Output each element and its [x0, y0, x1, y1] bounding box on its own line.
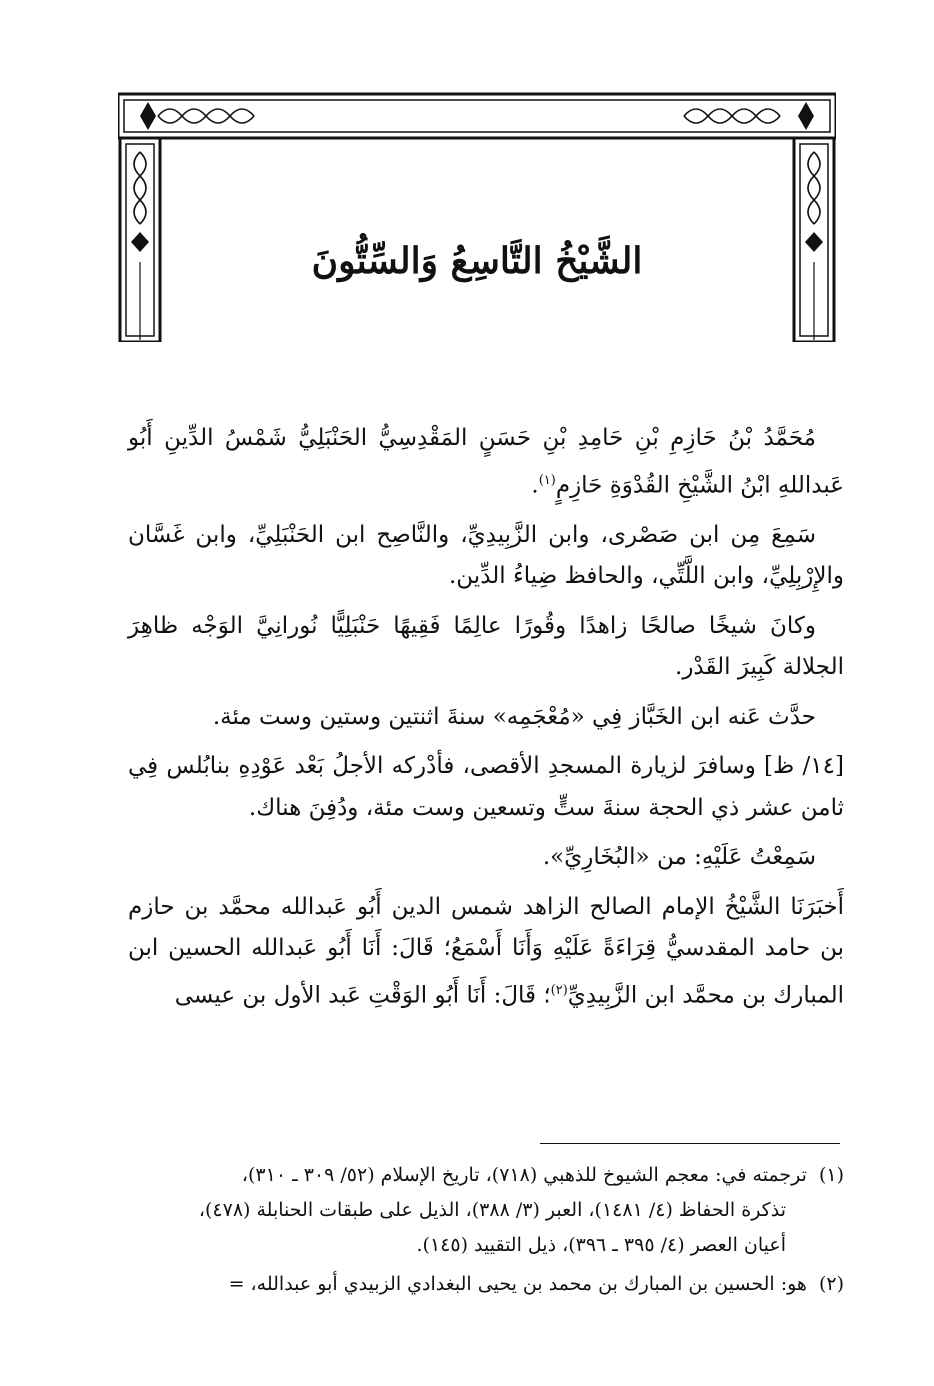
biography-text: مُحَمَّدُ بْنُ حَازِمِ بْنِ حَامِدِ بْنِ حَسَنٍ المَقْدِسِيُّ الحَنْبَلِيُّ شَمْسُ الدِّينِ أَبُو عَبداللهِ ابْنُ الشَّيْخِ القُدْوَةِ حَازِمٍ	[128, 425, 844, 499]
narration-paragraph: حدَّث عَنه ابن الخَبَّاز فِي «مُعْجَمِه» سنةَ اثنتين وستين وست مئة.	[212, 703, 816, 730]
footnote-divider	[540, 1143, 840, 1144]
ornamental-header-frame	[118, 92, 836, 342]
biography-end: .	[531, 472, 539, 499]
heard-paragraph: سَمِعْتُ عَلَيْهِ: من «البُخَارِيِّ».	[542, 844, 816, 871]
footnote-1	[128, 1158, 844, 1263]
isnad-paragraph	[128, 887, 844, 1017]
biography-paragraph	[128, 418, 844, 507]
isnad-text-end: ؛ قَالَ: أَنَا أَبُو الوَقْتِ عَبد الأول بن عيسى	[174, 982, 551, 1009]
page-title: الشَّيْخُ التَّاسِعُ وَالسِّتُّونَ	[311, 240, 643, 282]
footnote-ref-2: (٢)	[550, 982, 568, 998]
ornamental-border-icon	[118, 92, 836, 342]
footnote-1-line-3: أعيان العصر (٤/ ٣٩٥ ـ ٣٩٦)، ذيل التقييد (١٤٥).	[416, 1234, 786, 1256]
travel-paragraph: [١٤/ ظ] وسافرَ لزيارة المسجدِ الأقصى، فأدْركه الأجلُ بَعْد عَوْدِهِ بنابُلس فِي ثامن عشر ذي الحجة سنةَ ستٍّ وتسعين وست مئة، ودُفِنَ هناك.	[128, 753, 844, 821]
main-text	[128, 418, 844, 1025]
footnote-2	[128, 1267, 844, 1302]
footnote-2-number: (٢)	[818, 1273, 844, 1295]
footnote-2-text: هو: الحسين بن المبارك بن محمد بن يحيى البغدادي الزبيدي أبو عبدالله، =	[228, 1273, 807, 1295]
footnotes	[128, 1158, 844, 1306]
footnote-1-number: (١)	[818, 1164, 844, 1186]
character-paragraph: وكانَ شيخًا صالحًا زاهدًا وقُورًا عالِمًا فَقِيهًا حَنْبَلِيًّا نُورانِيَّ الوَجْه ظاهِرَ الجلالة كَبِيرَ القَدْر.	[128, 612, 844, 681]
footnote-ref-1: (١)	[538, 472, 556, 488]
footnote-1-text-1: ترجمته في: معجم الشيوخ للذهبي (٧١٨)، تاريخ الإسلام (٥٢/ ٣٠٩ ـ ٣١٠)،	[241, 1164, 807, 1186]
isnad-text: أَخبَرَنَا الشَّيْخُ الإمام الصالح الزاهد شمس الدين أَبُو عَبدالله محمَّد بن حازم بن حامد المقدسيُّ قِرَاءَةً عَلَيْهِ وَأَنَا أَسْمَعُ؛ قَالَ: أَنَا أَبُو عَبدالله الحسين ابن المبارك بن محمَّد ابن الزَّبِيدِيِّ	[128, 893, 844, 1009]
footnote-1-line-2: تذكرة الحفاظ (٤/ ١٤٨١)، العبر (٣/ ٣٨٨)، الذيل على طبقات الحنابلة (٤٧٨)،	[198, 1199, 786, 1221]
teachers-paragraph: سَمِعَ مِن ابن صَصْرى، وابن الزَّبِيدِيِّ، والنَّاصِح ابن الحَنْبَلِيِّ، وابن غَسَّان والإِرْبِلِيِّ، وابن اللَّتِّي، والحافظ ضِياءُ الدِّين.	[128, 521, 844, 590]
footnote-1-line-1	[128, 1158, 844, 1193]
